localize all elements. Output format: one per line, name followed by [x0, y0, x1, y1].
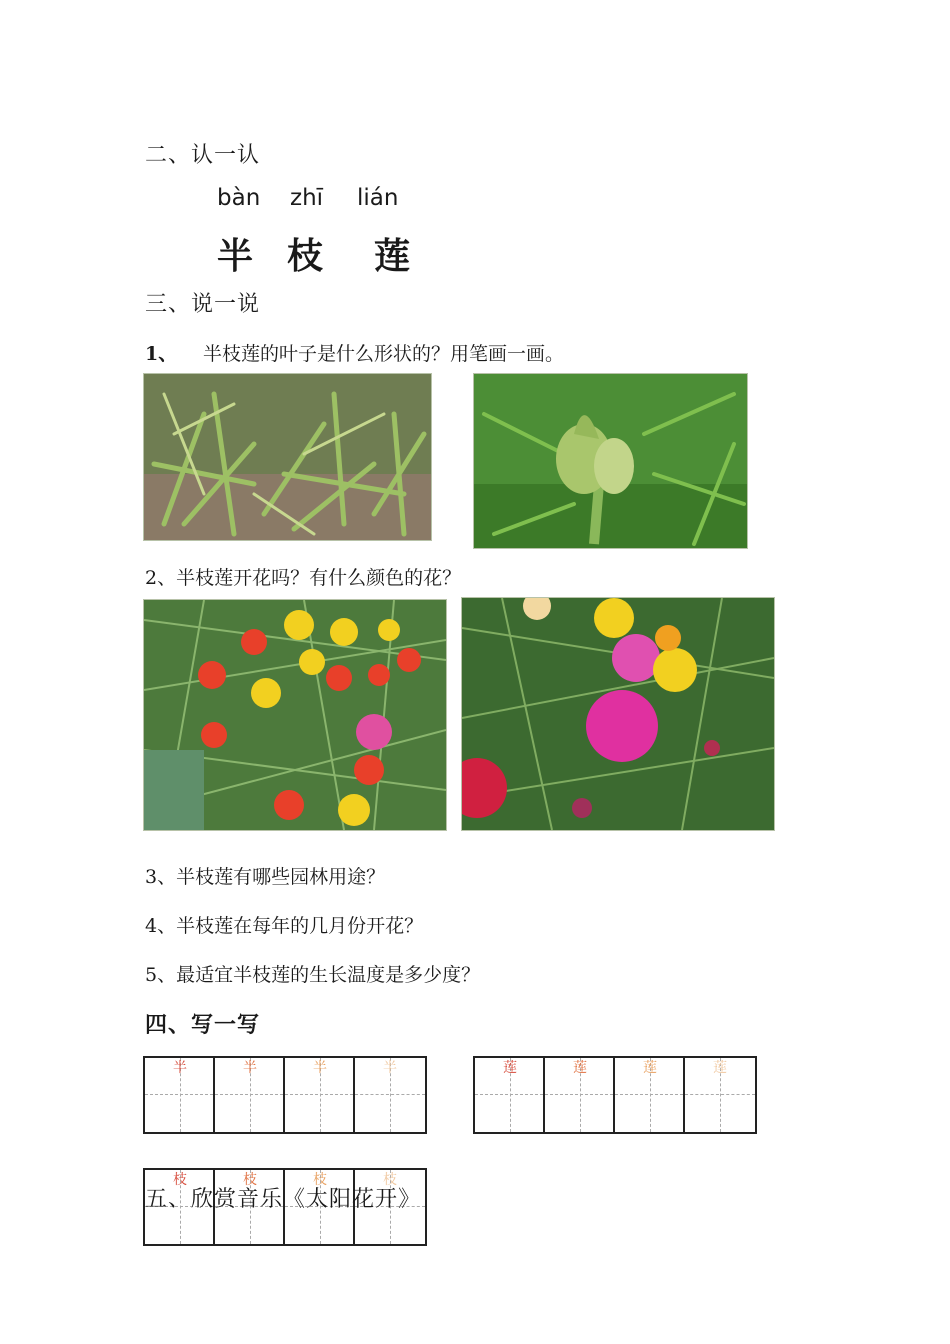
writing-cell[interactable] [145, 1058, 215, 1132]
section-4-title: 四、写一写 [145, 1012, 261, 1038]
pinyin-ban: bàn [217, 185, 261, 211]
pink-yellow-flowers-photo [461, 597, 775, 831]
trace-character: 莲 [713, 1060, 727, 1076]
leaves-closeup-photo [143, 373, 432, 541]
writing-cell[interactable] [545, 1058, 615, 1132]
question-1: 半枝莲的叶子是什么形状的？用笔画一画。 [203, 343, 565, 365]
writing-cell[interactable] [615, 1058, 685, 1132]
section-3-title: 三、说一说 [145, 292, 261, 317]
section-2-title: 二、认一认 [145, 143, 261, 168]
trace-character: 枝 [173, 1172, 187, 1188]
writing-cell[interactable] [355, 1058, 425, 1132]
writing-cell[interactable] [475, 1058, 545, 1132]
trace-character: 半 [383, 1060, 397, 1076]
question-5: 5、最适宜半枝莲的生长温度是多少度？ [145, 964, 481, 986]
trace-character: 半 [243, 1060, 257, 1076]
character-zhi: 枝 [287, 235, 324, 277]
trace-character: 枝 [243, 1172, 257, 1188]
trace-character: 半 [313, 1060, 327, 1076]
trace-character: 半 [173, 1060, 187, 1076]
flower-bud-photo [473, 373, 748, 549]
character-ban: 半 [217, 235, 254, 277]
writing-cell[interactable] [215, 1058, 285, 1132]
writing-cell[interactable] [685, 1058, 755, 1132]
red-yellow-flowers-photo [143, 599, 447, 831]
question-2: 2、半枝莲开花吗？有什么颜色的花？ [145, 567, 462, 589]
writing-grid-lian[interactable] [473, 1056, 757, 1134]
trace-character: 枝 [383, 1172, 397, 1188]
trace-character: 莲 [643, 1060, 657, 1076]
question-3: 3、半枝莲有哪些园林用途？ [145, 866, 386, 888]
question-4: 4、半枝莲在每年的几月份开花？ [145, 915, 424, 937]
writing-cell[interactable] [285, 1058, 355, 1132]
character-lian: 莲 [374, 235, 411, 277]
trace-character: 莲 [503, 1060, 517, 1076]
section-5-title: 五、欣赏音乐《太阳花开》 [145, 1187, 422, 1212]
pinyin-lian: lián [357, 185, 399, 211]
pinyin-zhi: zhī [290, 185, 324, 211]
trace-character: 莲 [573, 1060, 587, 1076]
question-1-number: 1、 [145, 343, 178, 365]
writing-grid-ban[interactable] [143, 1056, 427, 1134]
trace-character: 枝 [313, 1172, 327, 1188]
